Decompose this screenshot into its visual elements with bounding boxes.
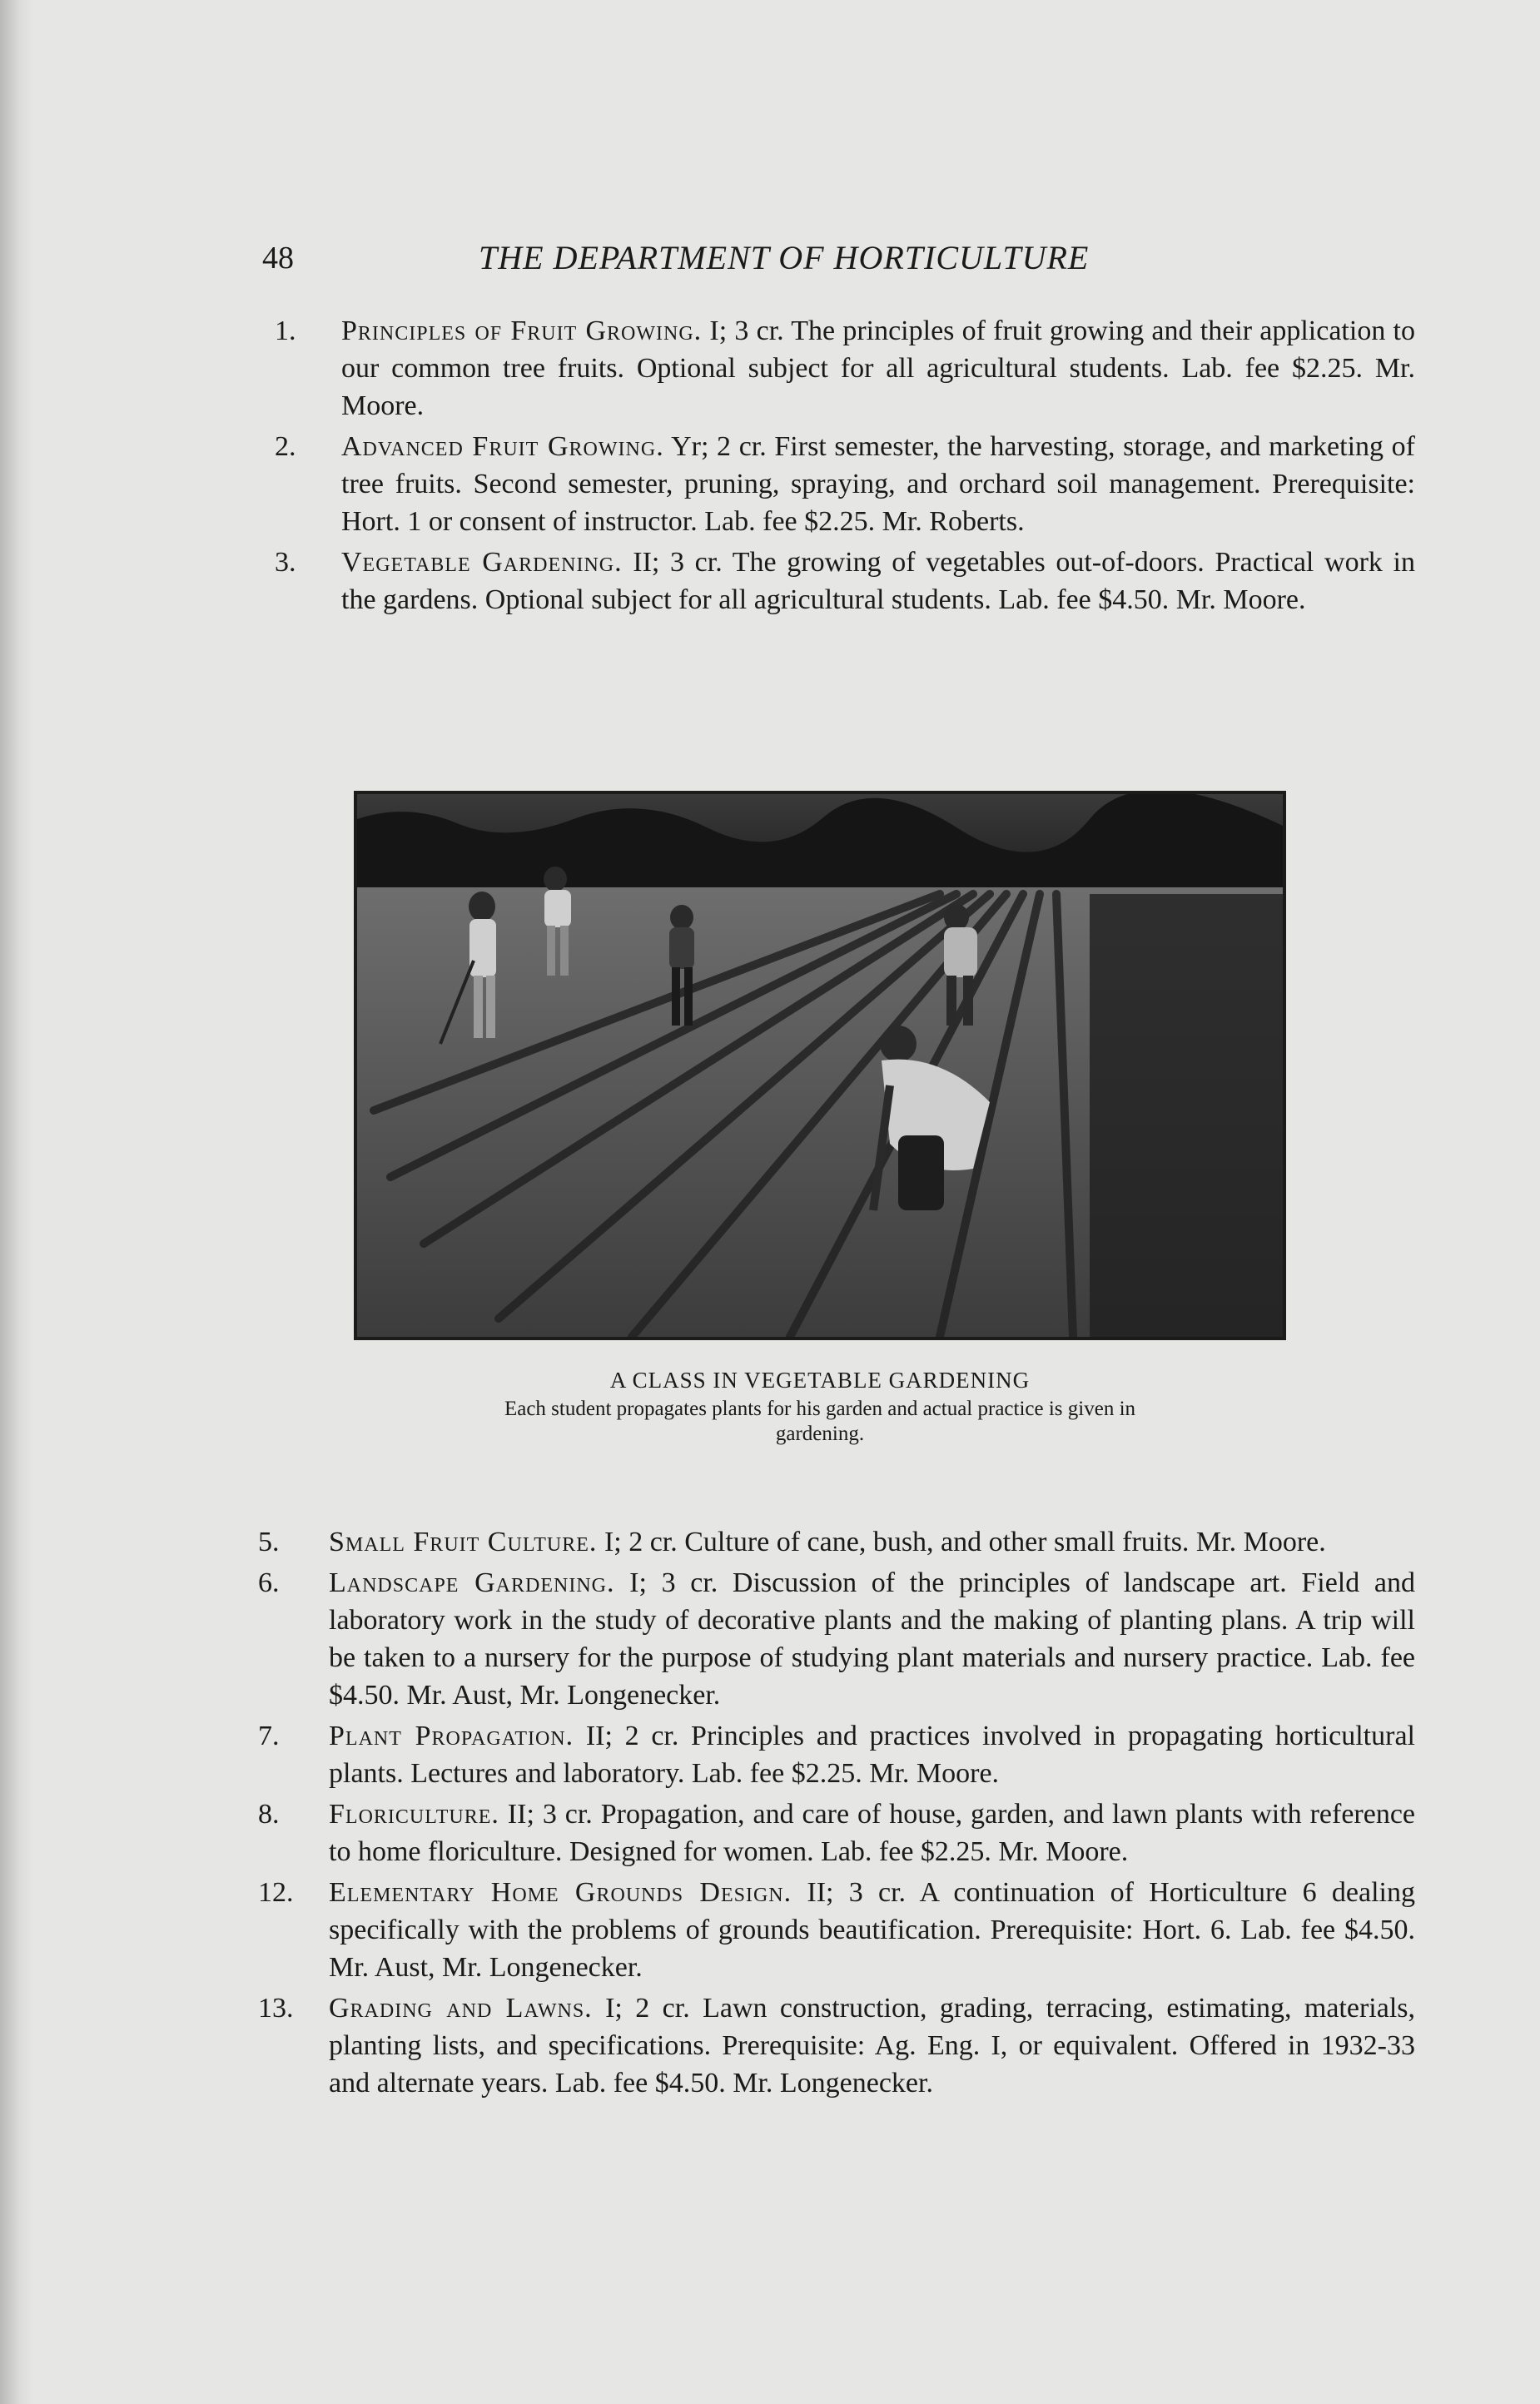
course-entry [258, 1989, 1415, 2102]
course-entry [258, 1717, 1415, 1792]
course-list-top [275, 312, 1415, 622]
course-title: Advanced Fruit Growing. [341, 431, 664, 462]
course-description: Yr; 2 cr. First semester, the harvesting, storage, and marketing of tree fruits. Second semester, pruning, spraying, and orchard soil management. Prerequisite: Hort. 1 or consent of instructor. Lab. fee $2.25. Mr. Roberts. [341, 431, 1415, 537]
course-entry [258, 1523, 1415, 1561]
course-title: Grading and Lawns. [329, 1993, 593, 2024]
garden-photo-illustration [357, 794, 1283, 1337]
caption-title: A CLASS IN VEGETABLE GARDENING [609, 1368, 1031, 1393]
course-description: II; 2 cr. Principles and practices involved in propagating horticultural plants. Lectures and laboratory. Lab. fee $2.25. Mr. Moore. [329, 1721, 1415, 1789]
course-number: 1. [275, 315, 296, 346]
course-number: 8. [258, 1799, 280, 1830]
course-description: I; 3 cr. Discussion of the principles of landscape art. Field and laboratory work in the study of decorative plants and the making of planting plans. A trip will be taken to a nursery for the purpose of studying plant materials and nursery practice. Lab. fee $4.50. Mr. Aust, Mr. Longenecker. [329, 1567, 1415, 1711]
course-title: Landscape Gardening. [329, 1567, 615, 1598]
course-title: Principles of Fruit Growing. [341, 315, 703, 346]
page-header [262, 233, 1203, 283]
course-title: Floriculture. [329, 1799, 499, 1830]
course-title: Plant Propagation. [329, 1721, 574, 1751]
caption-text: Each student propagates plants for his garden and actual practice is given in gardening. [504, 1398, 1136, 1445]
course-number: 7. [258, 1721, 280, 1751]
course-entry [258, 1874, 1415, 1986]
course-description: II; 3 cr. The growing of vegetables out-of-doors. Practical work in the gardens. Optional subject for all agricultural students. Lab. fee $4.50. Mr. Moore. [341, 547, 1416, 615]
course-number: 2. [275, 431, 296, 462]
running-title: THE DEPARTMENT OF HORTICULTURE [479, 239, 1090, 276]
course-entry [275, 544, 1415, 618]
course-number: 12. [258, 1877, 294, 1908]
course-description: II; 3 cr. A continuation of Horticulture 6 dealing specifically with the problems of grounds beautification. Prerequisite: Hort. 6. Lab. fee $4.50. Mr. Aust, Mr. Longenecker. [329, 1877, 1415, 1983]
course-title: Vegetable Gardening. [341, 547, 623, 578]
course-number: 13. [258, 1993, 294, 2024]
course-entry [275, 428, 1415, 540]
course-entry [258, 1564, 1415, 1714]
page-edge-shadow [0, 0, 33, 2404]
page-number: 48 [262, 241, 294, 276]
course-number: 5. [258, 1527, 280, 1557]
course-description: II; 3 cr. Propagation, and care of house, garden, and lawn plants with reference to home floriculture. Designed for women. Lab. fee $2.25. Mr. Moore. [329, 1799, 1415, 1867]
course-entry [275, 312, 1415, 425]
course-description: I; 2 cr. Culture of cane, bush, and other small fruits. Mr. Moore. [597, 1527, 1326, 1557]
course-title: Small Fruit Culture. [329, 1527, 598, 1557]
course-description: I; 2 cr. Lawn construction, grading, terracing, estimating, materials, planting lists, and specifications. Prerequisite: Ag. Eng. I, or equivalent. Offered in 1932-33 and alternate years. Lab. fee $4.50. Mr. Longenecker. [329, 1993, 1415, 2099]
course-number: 3. [275, 547, 296, 578]
course-entry [258, 1796, 1415, 1870]
photo-caption [383, 1365, 1257, 1447]
course-title: Elementary Home Grounds Design. [329, 1877, 792, 1908]
course-list-bottom [258, 1523, 1415, 2105]
course-number: 6. [258, 1567, 280, 1598]
course-description: I; 3 cr. The principles of fruit growing and their application to our common tree fruits. Optional subject for all agricultural students. Lab. fee $2.25. Mr. Moore. [341, 315, 1415, 421]
garden-class-photo [354, 791, 1286, 1340]
